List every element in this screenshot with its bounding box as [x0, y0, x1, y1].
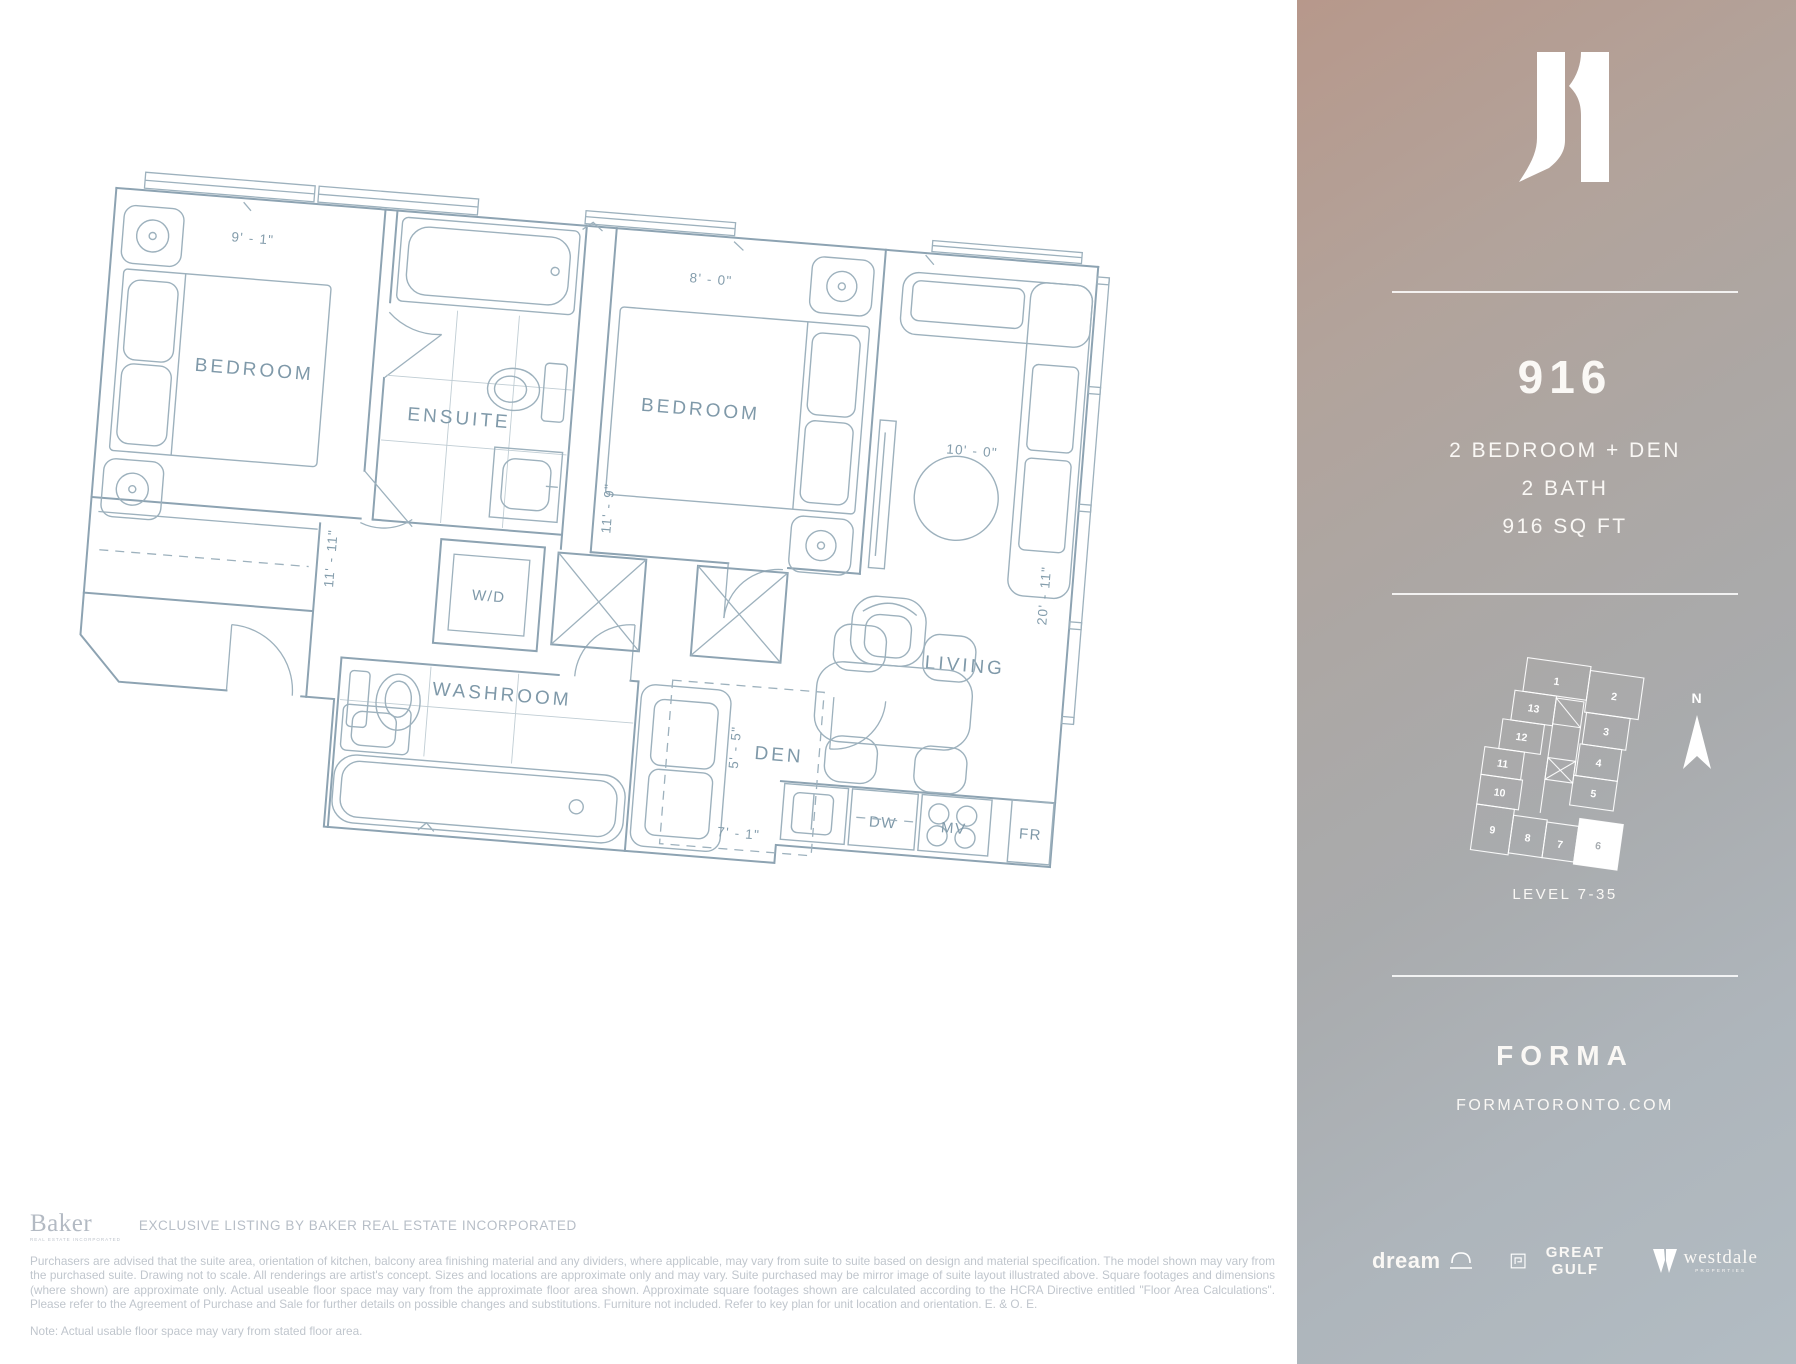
bedroom2-width-dim: 8' - 0": [689, 270, 733, 289]
partner-logos: [1372, 1244, 1758, 1278]
keyplan-unit-3: 3: [1602, 725, 1610, 739]
bedroom1: [94, 205, 365, 588]
living-depth-dim: 20' - 11": [1034, 565, 1055, 626]
bedroom2-label: BEDROOM: [640, 394, 761, 426]
keyplan: [1392, 655, 1738, 880]
westdale-logo: [1652, 1248, 1758, 1274]
keyplan-unit-2: 2: [1610, 690, 1618, 704]
baker-logo: [30, 1210, 121, 1243]
unit-specs: [1392, 432, 1738, 546]
den-label: DEN: [753, 742, 805, 768]
exclusive-listing-line: EXCLUSIVE LISTING BY BAKER REAL ESTATE INCORPORATED: [138, 1218, 577, 1234]
keyplan-unit-9: 9: [1488, 824, 1497, 837]
keyplan-unit-7: 7: [1556, 838, 1564, 852]
forma-logo-icon: [1519, 52, 1611, 182]
westdale-subtext: PROPERTIES: [1695, 1268, 1747, 1274]
mv-label: MV: [940, 819, 968, 839]
wd-label: W/D: [471, 586, 507, 607]
interior-walls: [67, 188, 1099, 885]
footer: [30, 1210, 1275, 1338]
great-gulf-logo: [1509, 1244, 1618, 1278]
baker-logo-text: Baker: [30, 1210, 93, 1238]
dw-label: DW: [868, 813, 898, 833]
bedroom1-width-dim: 9' - 1": [230, 229, 275, 248]
keyplan-unit-5: 5: [1589, 787, 1598, 801]
keyplan-unit-6-highlighted: 6: [1594, 839, 1602, 853]
living-label: LIVING: [923, 652, 1006, 680]
dream-logo: [1372, 1248, 1475, 1274]
ensuite: [375, 217, 585, 533]
great-gulf-text: GREAT GULF: [1545, 1244, 1605, 1278]
divider-top: [1392, 291, 1738, 293]
bedroom1-label: BEDROOM: [193, 354, 315, 386]
washroom-label: WASHROOM: [431, 678, 573, 712]
website-url: FORMATORONTO.COM: [1456, 1097, 1674, 1114]
bedroom2: [596, 241, 908, 579]
info-sidebar: [1297, 0, 1796, 1364]
den-width-dim: 7' - 1": [716, 824, 761, 843]
baker-logo-subtext: REAL ESTATE INCORPORATED: [30, 1237, 121, 1243]
bedroom1-depth-dim: 11' - 11": [321, 528, 341, 588]
north-label: N: [1691, 690, 1703, 706]
note-text: Note: Actual usable floor space may vary from stated floor area.: [30, 1324, 363, 1338]
bedroom2-depth-dim: 11' - 9": [598, 482, 618, 535]
divider-bottom: [1392, 975, 1738, 977]
disclaimer-text: Purchasers are advised that the suite area, orientation of kitchen, balcony area finishing material and any dividers, where applicable, may vary from suite to suite based on design and material specification. The model shown may vary from the purchased suite. Drawing not to scale. All renderings are artist's concept. Sizes and locations are approximate only and may vary. Suite purchased may be mirror image of suite layout illustrated above. Square footages and dimensions (where shown) are approximate only. Actual useable floor space may vary from the approximate floor area shown. Approximate square footages shown are calculated according to the HCRA Directive entitled "Floor Area Calculations". Please refer to the Agreement of Purchase and Sale for further details on possible changes and substitutions. Furniture not included. Refer to key plan for unit location and orientation. E. & O. E.: [30, 1254, 1275, 1311]
keyplan-unit-4: 4: [1594, 757, 1603, 770]
spec-bedrooms: 2 BEDROOM + DEN: [1449, 439, 1681, 462]
kitchen: [780, 781, 1054, 864]
washroom: [330, 660, 636, 845]
keyplan-unit-13: 13: [1526, 702, 1541, 716]
keyplan-unit-1: 1: [1552, 675, 1561, 689]
unit-number: 916: [1517, 351, 1613, 403]
dream-logo-text: dream: [1372, 1248, 1441, 1273]
westdale-w-icon: [1652, 1248, 1678, 1274]
keyplan-unit-12: 12: [1514, 730, 1529, 745]
forma-logo-mark: [1392, 52, 1738, 187]
ensuite-label: ENSUITE: [406, 404, 512, 434]
shaft-boxes: [551, 553, 788, 663]
living-room: [848, 269, 1093, 684]
keyplan-unit-8: 8: [1523, 832, 1532, 845]
keyplan-drawing: [1392, 655, 1738, 875]
living-width-dim: 10' - 0": [945, 441, 999, 461]
north-arrow-icon: [1683, 690, 1711, 769]
spec-area: 916 SQ FT: [1502, 515, 1628, 538]
dining-set: [809, 622, 977, 795]
window-band: [144, 172, 1082, 263]
level-label: LEVEL 7-35: [1512, 886, 1618, 903]
keyplan-unit-10: 10: [1492, 786, 1507, 800]
great-gulf-icon: [1509, 1249, 1527, 1273]
spec-baths: 2 BATH: [1521, 477, 1609, 500]
brand-name: FORMA: [1496, 1040, 1634, 1071]
den-depth-dim: 5' - 5": [725, 725, 745, 770]
dream-house-icon: [1447, 1248, 1475, 1274]
exterior-walls: [67, 188, 1111, 886]
divider-middle: [1392, 593, 1738, 595]
westdale-text: westdale: [1683, 1247, 1758, 1269]
laundry-closet: [433, 539, 545, 651]
keyplan-unit-11: 11: [1496, 757, 1509, 771]
fr-label: FR: [1018, 825, 1043, 845]
